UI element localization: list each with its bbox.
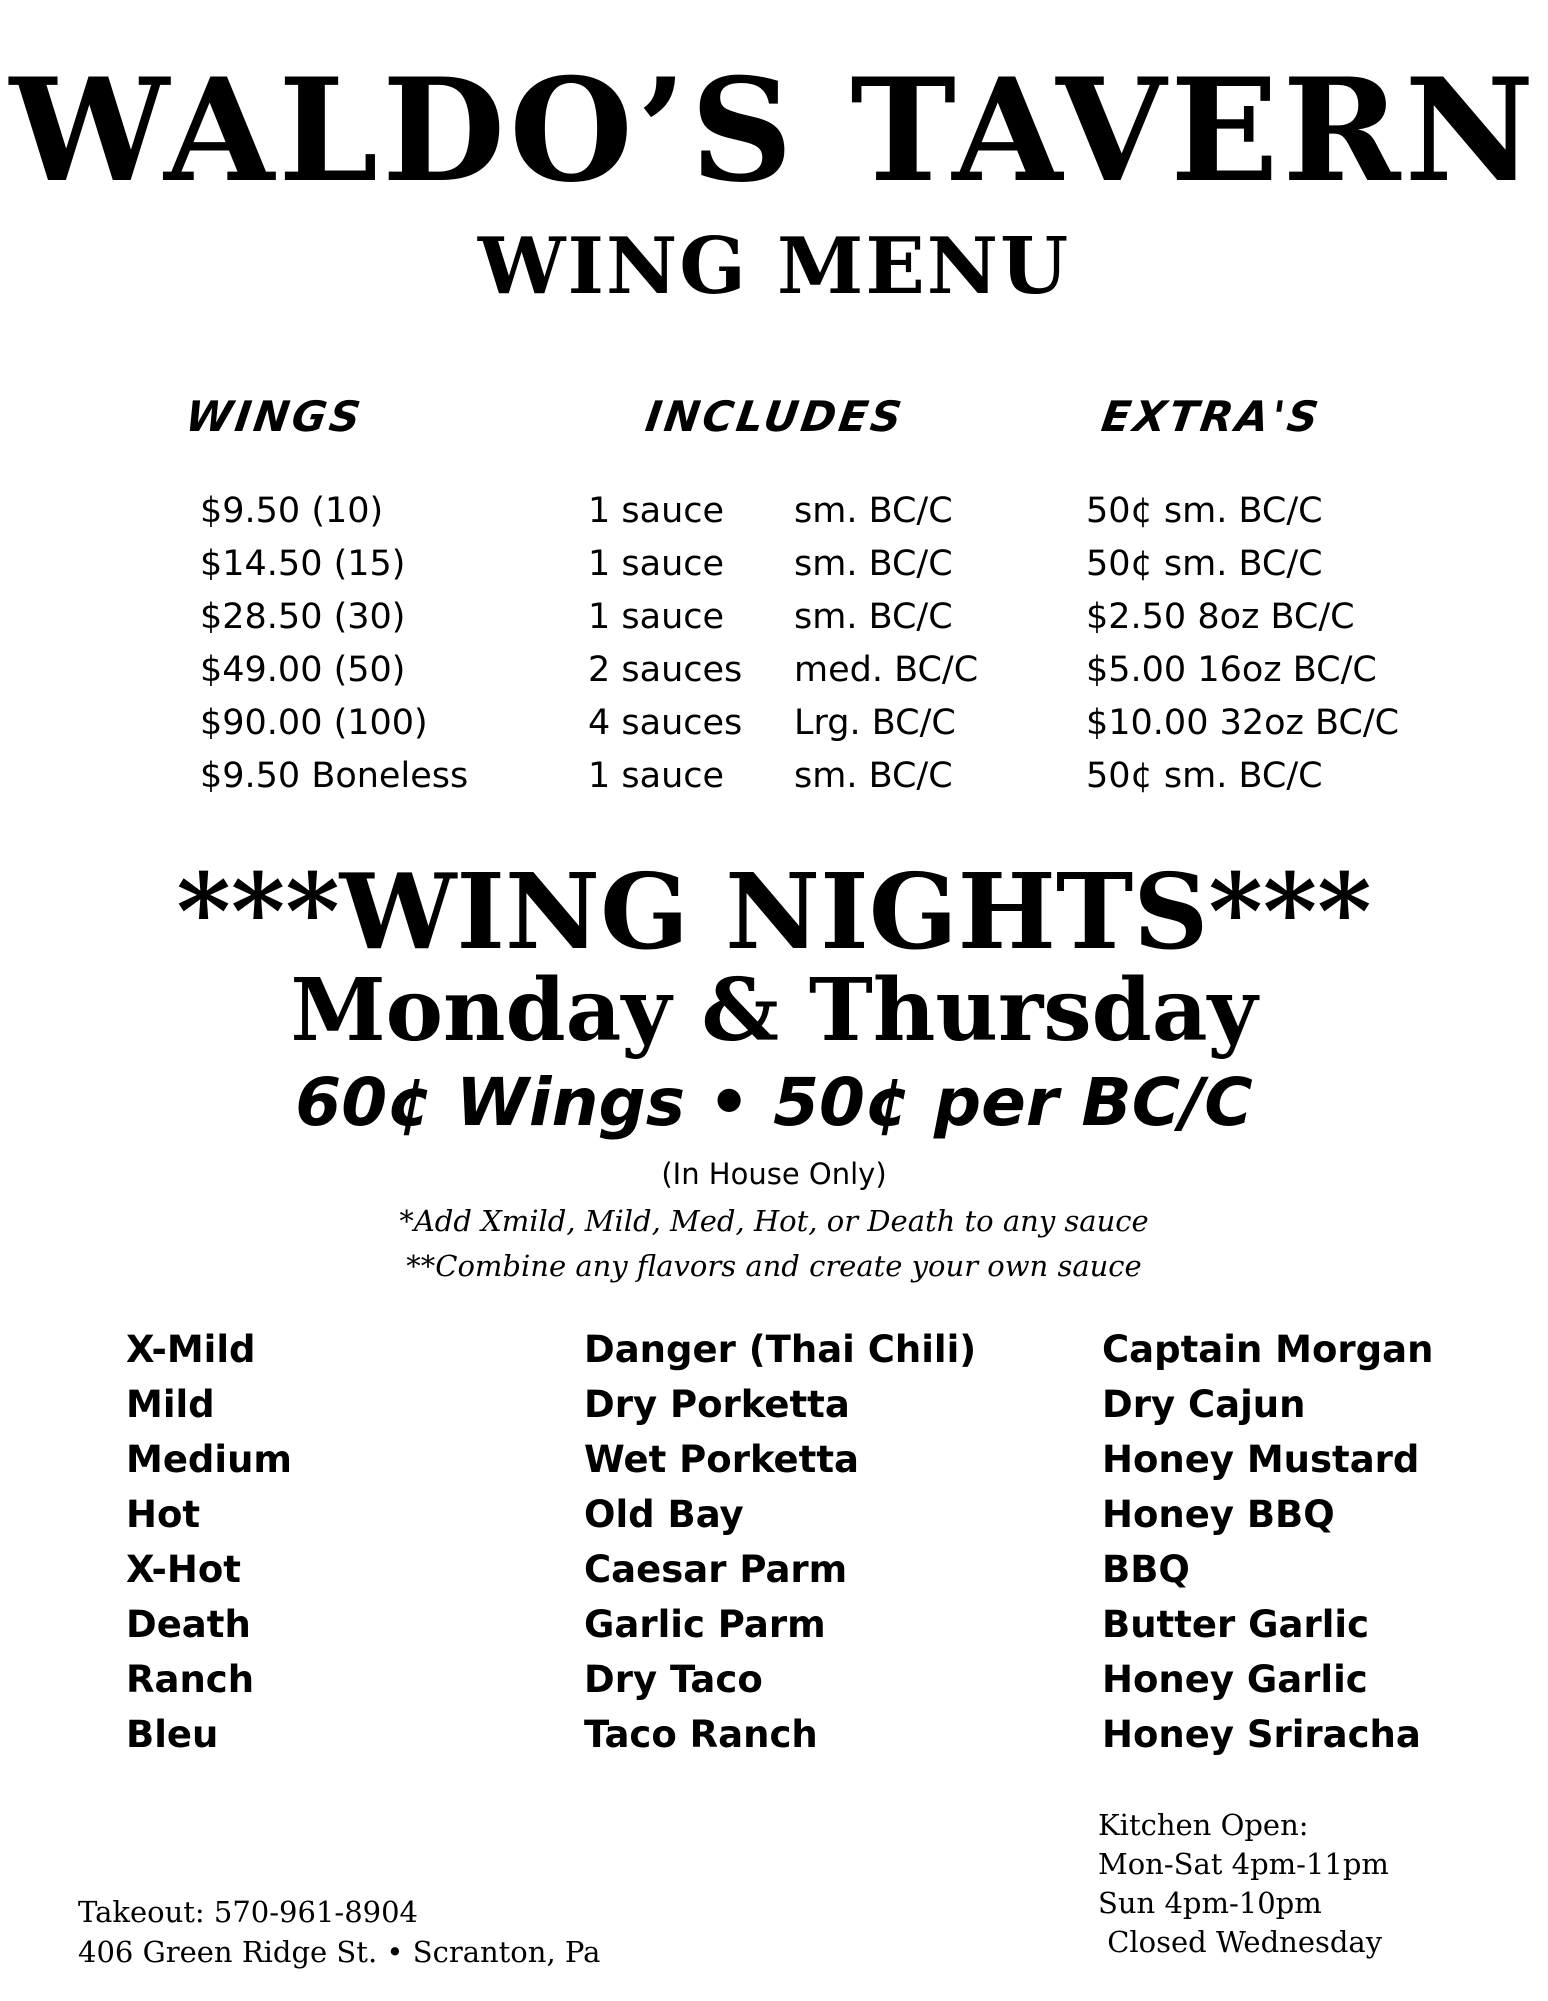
sauce-item: Butter Garlic [1102,1603,1370,1646]
included-sauces: 1 sauce [588,756,725,796]
extras-column-header: EXTRA'S [1098,392,1325,441]
extra-price: $10.00 32oz BC/C [1086,703,1400,743]
wing-nights-days: Monday & Thursday [290,960,1258,1061]
sauce-column-1 [126,1322,292,1762]
page-subtitle: WING MENU [477,221,1071,312]
sauce-item: Danger (Thai Chili) [584,1328,977,1371]
kitchen-hours [1098,1806,1389,1962]
included-side: sm. BC/C [794,756,953,796]
combine-flavors-tip: **Combine any flavors and create your own sauce [406,1249,1142,1283]
in-house-note: (In House Only) [661,1157,887,1191]
extra-price: 50¢ sm. BC/C [1086,756,1323,796]
wing-price: $9.50 (10) [200,491,384,531]
sauce-item: Bleu [126,1713,219,1756]
sauce-item: Wet Porketta [584,1438,859,1481]
hours-mon-sat: Mon-Sat 4pm-11pm [1098,1847,1389,1881]
wing-price: $90.00 (100) [200,703,428,743]
included-sauces: 1 sauce [588,597,725,637]
includes-column-header: INCLUDES [642,392,908,441]
extra-price: 50¢ sm. BC/C [1086,544,1323,584]
included-sauces: 2 sauces [588,650,743,690]
sauce-item: Captain Morgan [1102,1328,1434,1371]
included-side: sm. BC/C [794,491,953,531]
extra-price: $5.00 16oz BC/C [1086,650,1377,690]
wing-price: $49.00 (50) [200,650,406,690]
sauce-item: Honey Sriracha [1102,1713,1421,1756]
wing-price: $28.50 (30) [200,597,406,637]
extra-price: $2.50 8oz BC/C [1086,597,1355,637]
sauce-item: Mild [126,1383,215,1426]
sauce-item: Caesar Parm [584,1548,848,1591]
wing-nights-title: ***WING NIGHTS*** [176,850,1372,973]
included-sauces: 1 sauce [588,544,725,584]
included-sauces: 1 sauce [588,491,725,531]
sauce-column-2 [584,1322,976,1762]
sauce-item: Honey Garlic [1102,1658,1368,1701]
sauce-item: Dry Cajun [1102,1383,1306,1426]
included-sauces: 4 sauces [588,703,743,743]
takeout-phone: Takeout: 570-961-8904 [78,1895,418,1929]
wings-column-header: WINGS [182,392,367,441]
extra-price: 50¢ sm. BC/C [1086,491,1323,531]
sauce-item: Dry Taco [584,1658,763,1701]
closed-day: Closed Wednesday [1098,1925,1383,1959]
wing-price: $9.50 Boneless [200,756,469,796]
contact-info [78,1892,600,1972]
sauce-item: Hot [126,1493,201,1536]
included-side: sm. BC/C [794,597,953,637]
included-side: Lrg. BC/C [794,703,956,743]
sauce-item: Ranch [126,1658,255,1701]
sauce-item: Honey Mustard [1102,1438,1420,1481]
sauce-heat-tip: *Add Xmild, Mild, Med, Hot, or Death to any sauce [399,1204,1149,1238]
sauce-item: BBQ [1102,1548,1190,1591]
sauce-item: Garlic Parm [584,1603,826,1646]
page-title: WALDO’S TAVERN [9,48,1539,214]
address: 406 Green Ridge St. • Scranton, Pa [78,1935,601,1969]
wing-price: $14.50 (15) [200,544,406,584]
sauce-item: Honey BBQ [1102,1493,1335,1536]
sauce-item: X-Hot [126,1548,241,1591]
sauce-column-3 [1102,1322,1433,1762]
wing-nights-deal: 60¢ Wings • 50¢ per BC/C [295,1064,1253,1141]
included-side: med. BC/C [794,650,979,690]
sauce-item: Taco Ranch [584,1713,818,1756]
sauce-item: X-Mild [126,1328,256,1371]
sauce-item: Dry Porketta [584,1383,850,1426]
sauce-item: Death [126,1603,251,1646]
included-side: sm. BC/C [794,544,953,584]
sauce-item: Old Bay [584,1493,744,1536]
kitchen-hours-label: Kitchen Open: [1098,1808,1309,1842]
sauce-item: Medium [126,1438,292,1481]
hours-sun: Sun 4pm-10pm [1098,1886,1322,1920]
